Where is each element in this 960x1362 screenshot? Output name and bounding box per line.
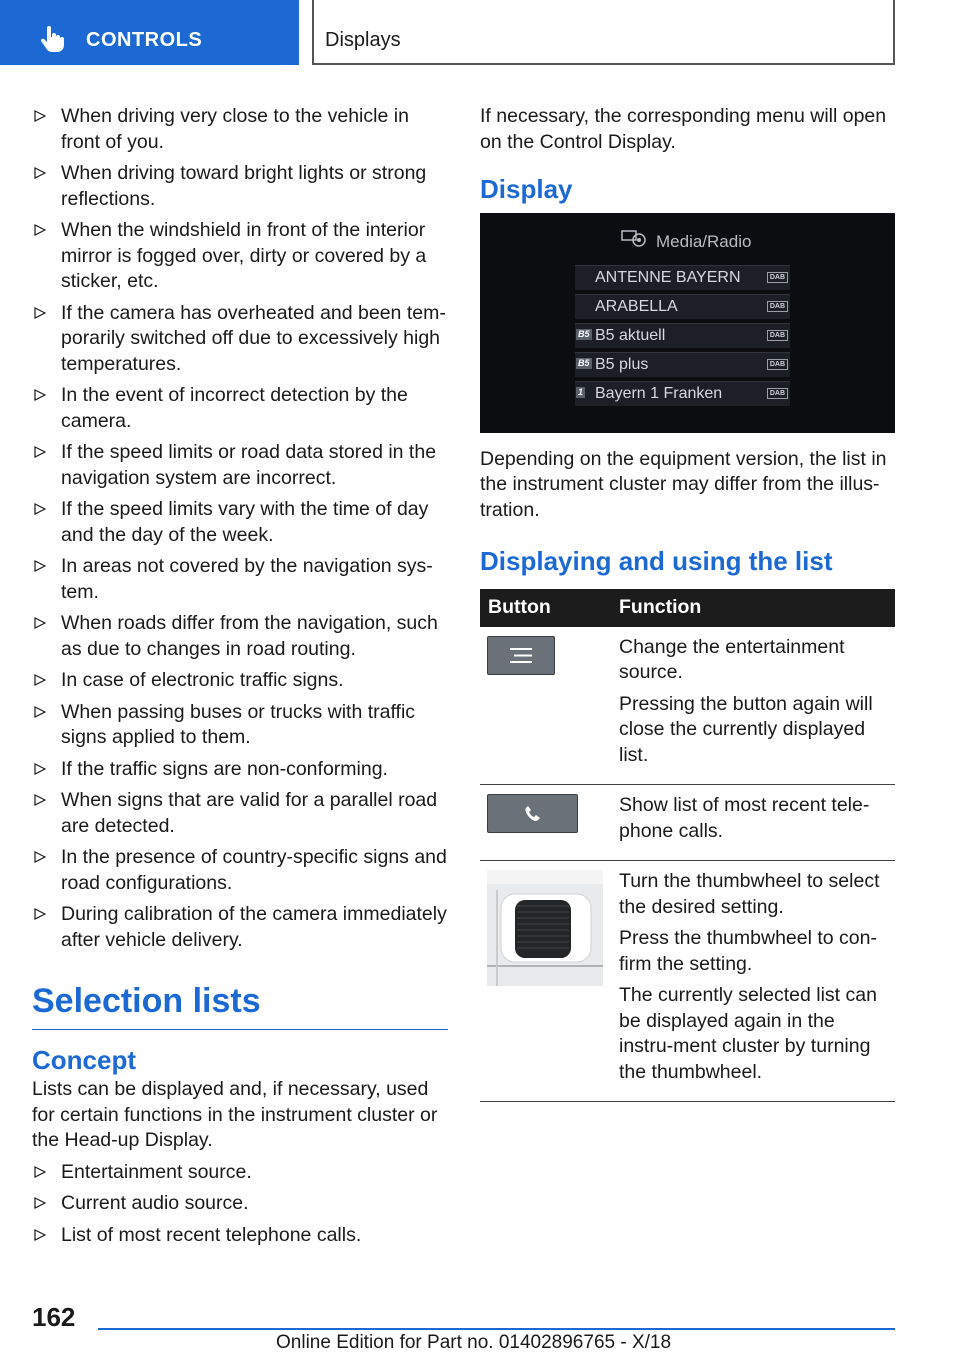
- concept-text: Lists can be displayed and, if necessary, used for certain functions in the instrument cluster or the Head-up Display.: [32, 1078, 438, 1151]
- button-function-table: [480, 589, 895, 1103]
- bullet-triangle-icon: [34, 389, 46, 401]
- list-item-text: If the traffic signs are non-conforming.: [61, 757, 388, 780]
- heading-using-list: Displaying and using the list: [480, 546, 833, 576]
- function-text: Pressing the button again will close the currently displayed list.: [619, 692, 873, 766]
- section-title: Displays: [325, 29, 401, 51]
- edition-text: Online Edition for Part no. 01402896765 - X/18: [276, 1332, 672, 1353]
- list-item-text: When roads differ from the navigation, such as due to changes in road routing.: [61, 612, 438, 660]
- list-item: [32, 788, 448, 839]
- dab-badge: DAB: [767, 330, 788, 341]
- list-item: [32, 668, 448, 694]
- list-item: [32, 554, 448, 605]
- list-icon: [487, 636, 555, 675]
- bullet-triangle-icon: [34, 794, 46, 806]
- col-header-function: Function: [611, 589, 895, 627]
- bullet-triangle-icon: [34, 763, 46, 775]
- display-note: Depending on the equipment version, the list in the instrument cluster may differ from the illus‐tration.: [480, 447, 887, 521]
- list-item: [32, 497, 448, 548]
- list-item: [32, 902, 448, 953]
- table-row: [480, 785, 895, 861]
- list-item-text: If the speed limits vary with the time of day and the day of the week.: [61, 498, 429, 546]
- station-row: [575, 381, 790, 406]
- list-item: [32, 700, 448, 751]
- list-item: [32, 1223, 448, 1249]
- bullet-triangle-icon: [34, 224, 46, 236]
- station-logo: 1: [578, 386, 584, 397]
- intro-text: If necessary, the corresponding menu will open on the Control Display.: [480, 105, 887, 153]
- heading-selection-lists: Selection lists: [32, 989, 448, 1030]
- station-row: [575, 294, 790, 319]
- bullet-triangle-icon: [34, 851, 46, 863]
- bullet-triangle-icon: [34, 110, 46, 122]
- bullet-triangle-icon: [34, 674, 46, 686]
- list-item-text: In areas not covered by the navigation sys‐tem.: [61, 555, 433, 603]
- list-item-text: When driving toward bright lights or strong reflections.: [61, 162, 427, 210]
- list-item: [32, 161, 448, 212]
- bullet-triangle-icon: [34, 560, 46, 572]
- function-text: Press the thumbwheel to con‐firm the setting.: [619, 927, 877, 975]
- bullet-triangle-icon: [34, 1166, 46, 1178]
- station-row: [575, 265, 790, 290]
- list-item: [32, 440, 448, 491]
- function-text: Turn the thumbwheel to select the desired setting.: [619, 870, 880, 918]
- bullet-triangle-icon: [34, 908, 46, 920]
- table-row: [480, 861, 895, 1102]
- bullet-triangle-icon: [34, 706, 46, 718]
- list-item-text: List of most recent telephone calls.: [61, 1223, 362, 1246]
- list-item-text: If the speed limits or road data stored in the navigation system are incorrect.: [61, 441, 437, 489]
- function-text: Show list of most recent tele‐phone calls.: [619, 794, 870, 842]
- list-item: [32, 104, 448, 155]
- right-column: [480, 104, 896, 1102]
- station-name: ARABELLA: [595, 297, 678, 315]
- heading-concept: Concept: [32, 1044, 136, 1075]
- list-item: [32, 1191, 448, 1217]
- list-item-text: When passing buses or trucks with traffic signs applied to them.: [61, 700, 416, 748]
- list-item: [32, 383, 448, 434]
- screen-title: Media/Radio: [656, 231, 752, 251]
- function-text: Change the entertainment source.: [619, 635, 845, 683]
- list-item-text: In the event of incorrect detection by the camera.: [61, 384, 408, 432]
- station-name: B5 plus: [595, 355, 649, 373]
- list-item-text: If the camera has overheated and been tem‐porarily switched off due to excessively high temperatures.: [61, 301, 446, 375]
- bullet-triangle-icon: [34, 617, 46, 629]
- list-item-text: In the presence of country-specific signs and road configurations.: [61, 846, 447, 894]
- bullet-triangle-icon: [34, 167, 46, 179]
- station-row: [575, 352, 790, 377]
- list-item-text: Current audio source.: [61, 1192, 249, 1214]
- bullet-triangle-icon: [34, 1229, 46, 1241]
- list-item: [32, 845, 448, 896]
- list-item-text: When driving very close to the vehicle in front of you.: [61, 105, 409, 153]
- table-row: [480, 627, 895, 785]
- list-item: [32, 757, 448, 783]
- dab-badge: DAB: [767, 388, 788, 399]
- dab-badge: DAB: [767, 359, 788, 370]
- list-item-text: When the windshield in front of the interior mirror is fogged over, dirty or covered by a sticker, etc.: [61, 219, 427, 292]
- bullet-triangle-icon: [34, 503, 46, 515]
- header-underline: [312, 63, 895, 65]
- list-item-text: During calibration of the camera immediately after vehicle delivery.: [61, 903, 447, 951]
- station-name: B5 aktuell: [595, 326, 666, 344]
- phone-icon: [487, 794, 578, 833]
- dab-badge: DAB: [767, 272, 788, 283]
- header-end-divider: [893, 0, 895, 65]
- dab-badge: DAB: [767, 301, 788, 312]
- hand-pointer-icon: [38, 25, 66, 53]
- station-name: Bayern 1 Franken: [595, 384, 723, 402]
- list-item: [32, 611, 448, 662]
- concept-list: [32, 1160, 448, 1249]
- station-logo: B5: [578, 328, 590, 339]
- list-item: [32, 301, 448, 378]
- list-item-text: Entertainment source.: [61, 1160, 252, 1183]
- section-tab-label: CONTROLS: [86, 29, 203, 51]
- heading-display: Display: [480, 174, 573, 204]
- media-radio-icon: [620, 227, 648, 249]
- list-item-text: When signs that are valid for a parallel road are detected.: [61, 789, 438, 837]
- section-tab[interactable]: [0, 0, 299, 65]
- page-number: 162: [32, 1302, 76, 1332]
- thumbwheel-icon: [487, 870, 603, 986]
- conditions-list: [32, 104, 448, 953]
- list-item-text: In case of electronic traffic signs.: [61, 669, 344, 691]
- footer-rule: [98, 1328, 895, 1330]
- station-logo: B5: [578, 357, 590, 368]
- list-item: [32, 218, 448, 295]
- bullet-triangle-icon: [34, 1197, 46, 1209]
- header-divider: [312, 0, 314, 65]
- left-column: [32, 104, 448, 1254]
- col-header-button: Button: [480, 589, 611, 627]
- bullet-triangle-icon: [34, 307, 46, 319]
- bullet-triangle-icon: [34, 446, 46, 458]
- station-name: ANTENNE BAYERN: [595, 268, 741, 286]
- function-text: The currently selected list can be displayed again in the instru‐ment cluster by turning the thumbwheel.: [619, 984, 877, 1083]
- list-item: [32, 1160, 448, 1186]
- station-row: [575, 323, 790, 348]
- media-radio-screenshot: [480, 213, 895, 433]
